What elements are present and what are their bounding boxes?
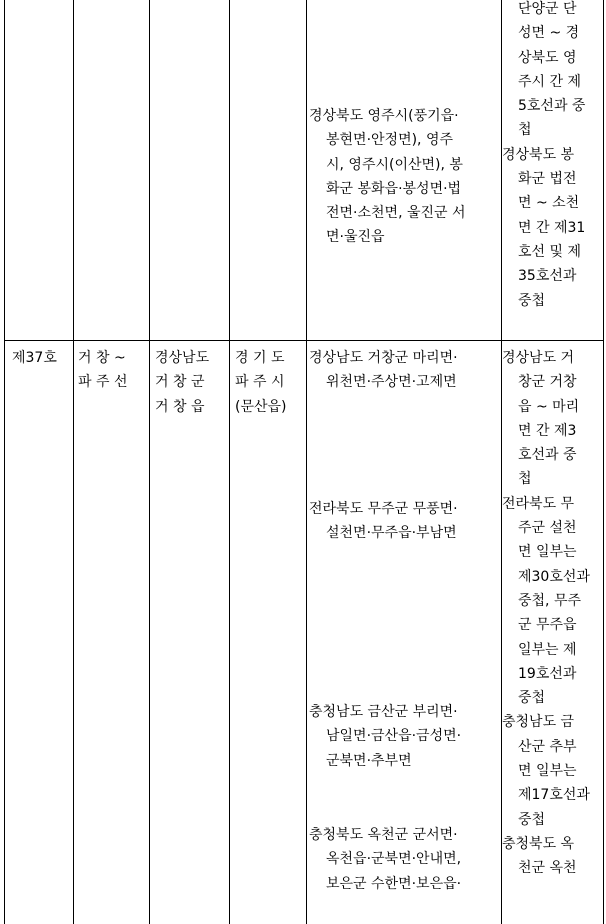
region-cell-chungnam: 충청남도 금산군 부리면· 남일면·금산읍·금성면· 군북면·추부면 bbox=[309, 704, 462, 769]
note-cell-route: 경상남도 거 창군 거창 읍 ~ 마리 면 간 제3 호선과 중 첩 전라북도 무 주군 설천 면 일부는 제30호선과 중첩, 무주 군 무주읍 일부는 제 19호선과 중첩 충청남도 금 산군 추부 면 일부는 제17호선과 중첩 충청북도 옥 천군 옥천 bbox=[502, 350, 590, 877]
row-divider bbox=[4, 340, 603, 341]
column-border-end bbox=[306, 0, 307, 924]
note-cell-top: 단양군 단 성면 ~ 경 상북도 영 주시 간 제 5호선과 중 첩 경상북도 봉 화군 법전 면 ~ 소천 면 간 제31 호선 및 제 35호선과 중첩 bbox=[502, 1, 586, 309]
region-cell-top-1: 경상북도 영주시(풍기읍· 봉현면·안정면), 영주 시, 영주시(이산면), 봉 화군 봉화읍·봉성면·법 전면·소천면, 울진군 서 면·울진읍 bbox=[309, 108, 466, 246]
region-cell-chungbuk: 충청북도 옥천군 군서면· 옥천읍·군북면·안내면, 보은군 수한면·보은읍· bbox=[309, 827, 462, 892]
route-number-cell: 제37호 bbox=[12, 350, 57, 366]
column-border-start bbox=[229, 0, 230, 924]
column-border-left bbox=[4, 0, 5, 924]
column-border-region bbox=[501, 0, 502, 924]
column-border-number bbox=[73, 0, 74, 924]
column-border-right bbox=[603, 0, 604, 924]
region-cell-jeonbuk: 전라북도 무주군 무풍면· 설천면·무주읍·부남면 bbox=[309, 501, 458, 542]
region-cell-gyeongnam: 경상남도 거창군 마리면· 위천면·주상면·고제면 bbox=[309, 350, 458, 391]
route-name-cell: 거 창 ~ 파 주 선 bbox=[78, 350, 128, 391]
column-border-name bbox=[149, 0, 150, 924]
end-point-cell: 경 기 도 파 주 시 (문산읍) bbox=[235, 350, 287, 415]
start-point-cell: 경상남도 거 창 군 거 창 읍 bbox=[155, 350, 210, 415]
